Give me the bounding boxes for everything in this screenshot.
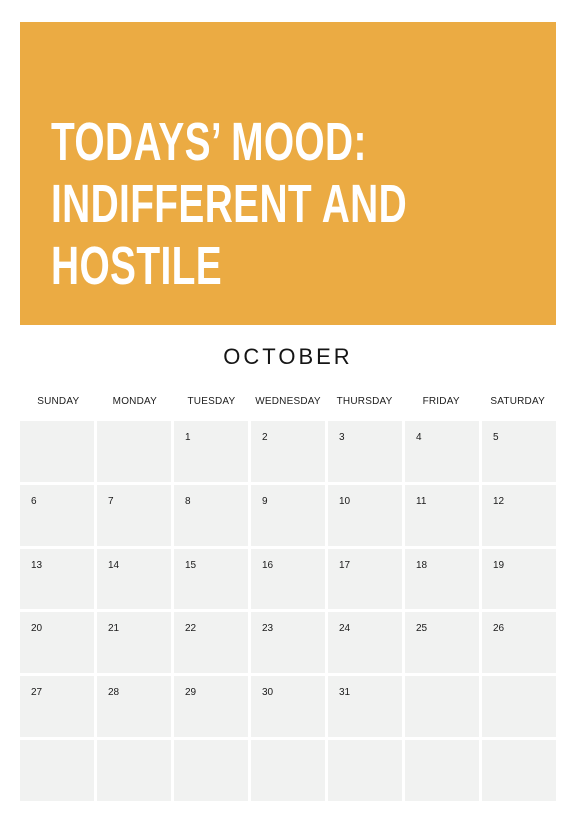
day-number: 3 [339,432,345,443]
day-number: 5 [493,432,499,443]
calendar-day-cell [251,421,325,482]
day-number: 9 [262,495,268,507]
calendar-day-cell [174,676,248,737]
calendar-day-cell [405,740,479,801]
day-number: 18 [416,559,428,571]
calendar-day-cell [174,740,248,801]
day-number: 7 [108,495,114,507]
day-number: 27 [31,687,43,699]
day-number: 19 [493,559,505,571]
calendar-day-cell [174,421,248,482]
day-number: 30 [262,687,274,699]
calendar-day-cell [97,612,171,673]
day-number: 8 [185,495,191,507]
month-title: OCTOBER [223,344,353,369]
day-number: 21 [108,623,120,635]
day-number: 28 [108,687,120,699]
weekday-label: MONDAY [112,396,158,407]
calendar-day-cell [482,612,556,673]
day-number: 29 [185,687,197,699]
day-number: 24 [339,623,351,635]
calendar-day-cell [97,676,171,737]
calendar-day-cell [482,421,556,482]
calendar-day-cell [20,740,94,801]
day-number: 20 [31,623,43,635]
calendar-day-cell [328,740,402,801]
calendar-grid [20,421,556,801]
day-number: 12 [493,495,505,507]
calendar-day-cell [251,485,325,546]
calendar-day-cell [20,612,94,673]
calendar-day-cell [174,612,248,673]
weekday-label: WEDNESDAY [255,396,321,407]
calendar-day-cell [174,549,248,610]
mood-banner [20,22,556,325]
calendar-day-cell [97,549,171,610]
calendar-day-cell [20,549,94,610]
calendar-day-cell [20,676,94,737]
calendar-day-cell [328,549,402,610]
calendar-day-cell [251,740,325,801]
calendar-day-cell [97,740,171,801]
banner-title-line: INDIFFERENT AND [51,174,408,234]
banner-title-line: TODAYS’ MOOD: [51,112,367,172]
calendar-day-cell [482,549,556,610]
calendar-day-cell [328,421,402,482]
calendar-day-cell [97,421,171,482]
calendar-day-cell [251,549,325,610]
weekday-label: THURSDAY [336,396,393,407]
calendar-day-cell [405,485,479,546]
day-number: 6 [31,495,37,507]
calendar-day-cell [328,676,402,737]
day-number: 16 [262,559,274,571]
calendar-day-cell [482,740,556,801]
calendar-day-cell [405,421,479,482]
day-number: 10 [339,495,351,507]
calendar-day-cell [328,485,402,546]
calendar-day-cell [174,485,248,546]
weekday-header-row [20,396,556,407]
calendar-day-cell [251,676,325,737]
weekday-label: TUESDAY [187,396,236,407]
calendar-day-cell [405,549,479,610]
calendar-day-cell [20,421,94,482]
calendar-day-cell [97,485,171,546]
weekday-label: SUNDAY [37,396,80,407]
calendar-day-cell [405,612,479,673]
calendar-day-cell [482,485,556,546]
day-number: 14 [108,559,120,571]
day-number: 11 [416,495,427,507]
day-number: 31 [339,687,351,699]
day-number: 15 [185,559,197,571]
day-number: 23 [262,623,274,635]
day-number: 26 [493,623,505,635]
calendar-day-cell [328,612,402,673]
calendar-day-cell [20,485,94,546]
calendar-day-cell [405,676,479,737]
banner-title-line: HOSTILE [51,236,223,296]
day-number: 1 [185,432,191,443]
day-number: 25 [416,623,428,635]
weekday-label: FRIDAY [422,396,460,407]
calendar-day-cell [251,612,325,673]
day-number: 22 [185,623,197,635]
day-number: 13 [31,559,43,571]
day-number: 2 [262,432,268,443]
weekday-label: SATURDAY [490,396,545,407]
day-number: 17 [339,559,351,571]
day-number: 4 [416,432,422,443]
calendar-day-cell [482,676,556,737]
